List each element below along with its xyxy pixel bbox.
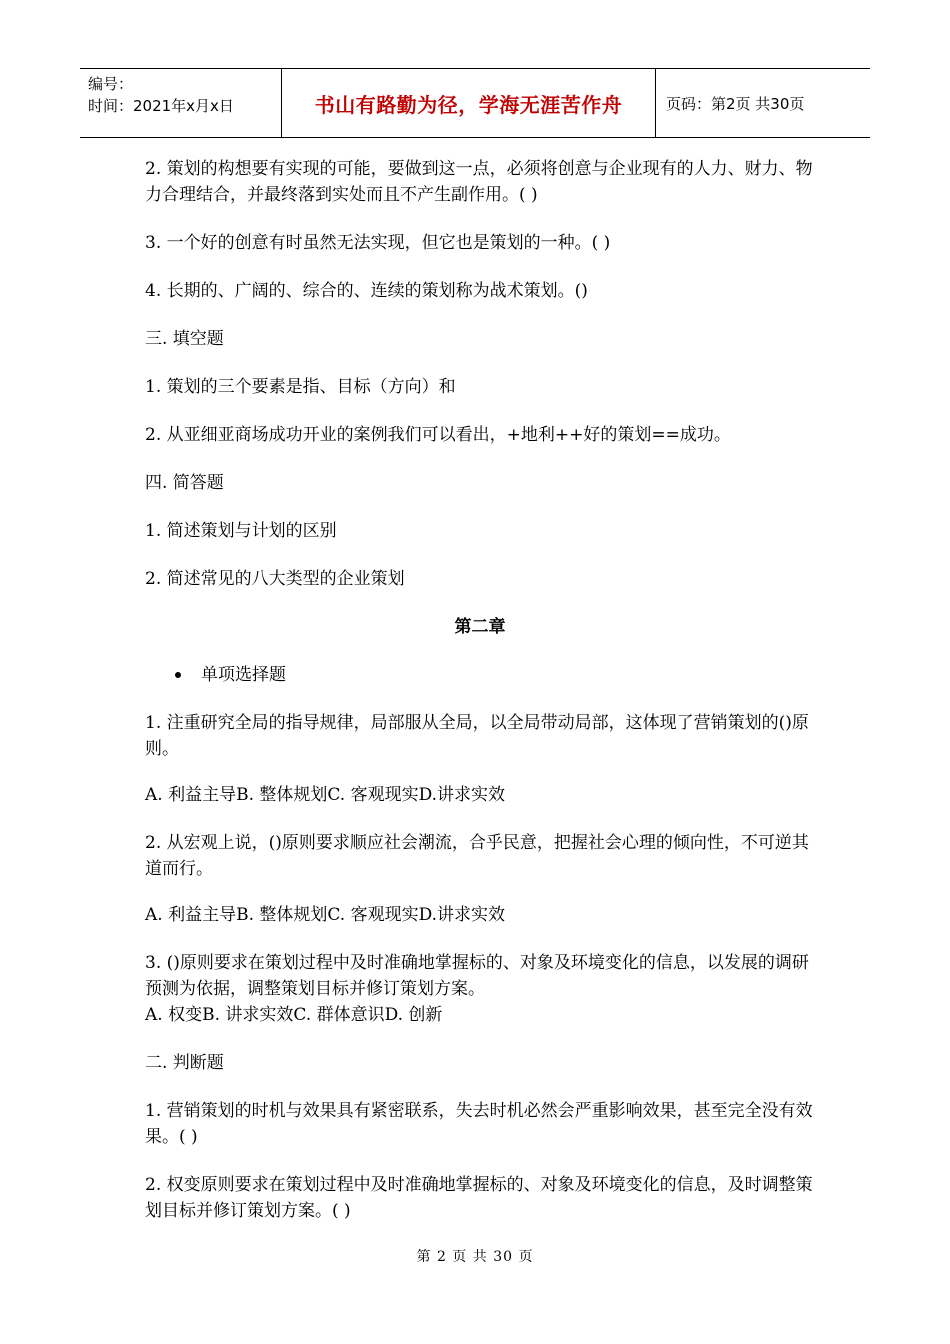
fill-question-1: 1. 策划的三个要素是指、目标（方向）和 — [145, 377, 456, 397]
judgement-question-ch2-2: 2. 权变原则要求在策划过程中及时准确地掌握标的、对象及环境变化的信息，及时调整策划目标并修订策划方案。( ) — [145, 1175, 813, 1221]
judgement-question-3: 3. 一个好的创意有时虽然无法实现，但它也是策划的一种。( ) — [145, 233, 611, 253]
page-footer: 第 2 页 共 30 页 — [416, 1249, 534, 1265]
choice-question-1-options: A. 利益主导B. 整体规划C. 客观现实D.讲求实效 — [145, 785, 506, 805]
bullet-label: 单项选择题 — [201, 665, 286, 685]
judgement-question-2: 2. 策划的构想要有实现的可能，要做到这一点，必须将创意与企业现有的人力、财力、物力合理结合，并最终落到实处而且不产生副作用。( ) — [145, 159, 813, 205]
bullet-dot-icon — [175, 672, 181, 678]
choice-question-1: 1. 注重研究全局的指导规律，局部服从全局，以全局带动局部，这体现了营销策划的()原则。 — [145, 713, 809, 759]
document-number-label: 编号： — [88, 75, 134, 93]
section-heading-judgement: 二. 判断题 — [145, 1053, 224, 1073]
section-heading-short-answer: 四. 简答题 — [145, 473, 224, 493]
bullet-item — [145, 662, 815, 688]
short-answer-question-1: 1. 简述策划与计划的区别 — [145, 521, 337, 541]
header-motto: 书山有路勤为径，学海无涯苦作舟 — [314, 92, 623, 117]
page-content — [145, 156, 815, 1224]
choice-question-3: 3. ()原则要求在策划过程中及时准确地掌握标的、对象及环境变化的信息，以发展的调研预测为依据，调整策划目标并修订策划方案。 — [145, 953, 809, 999]
short-answer-question-2: 2. 简述常见的八大类型的企业策划 — [145, 569, 405, 589]
page-header — [80, 68, 870, 138]
choice-question-3-options: A. 权变B. 讲求实效C. 群体意识D. 创新 — [145, 1005, 443, 1025]
choice-question-2-options: A. 利益主导B. 整体规划C. 客观现实D.讲求实效 — [145, 905, 506, 925]
chapter-title: 第二章 — [454, 617, 506, 637]
choice-question-2: 2. 从宏观上说，()原则要求顺应社会潮流，合乎民意，把握社会心理的倾向性，不可逆其道而行。 — [145, 833, 809, 879]
header-meta — [80, 69, 282, 137]
judgement-question-ch2-1: 1. 营销策划的时机与效果具有紧密联系，失去时机必然会严重影响效果，甚至完全没有效果。( ) — [145, 1101, 813, 1147]
document-time-label: 时间：2021年x月x日 — [88, 97, 234, 115]
header-motto-cell — [282, 69, 656, 137]
section-heading-fill-blank: 三. 填空题 — [145, 329, 224, 349]
judgement-question-4: 4. 长期的、广阔的、综合的、连续的策划称为战术策划。() — [145, 281, 588, 301]
fill-question-2: 2. 从亚细亚商场成功开业的案例我们可以看出，+地利++好的策划==成功。 — [145, 425, 731, 445]
header-page-info: 页码：第2页 共30页 — [666, 94, 805, 113]
